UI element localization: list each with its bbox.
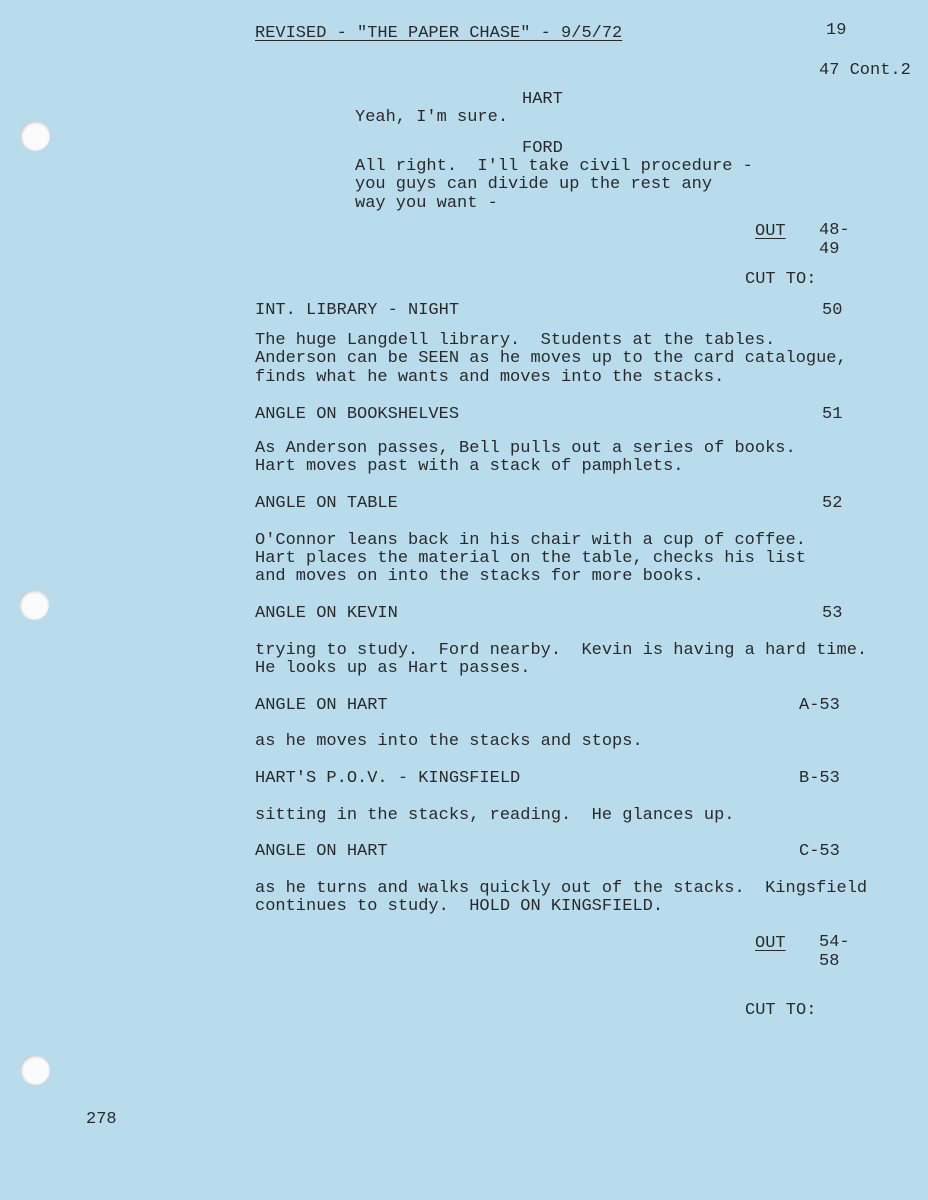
binder-hole-bottom (20, 1055, 50, 1085)
footer-page-number: 278 (86, 1110, 117, 1129)
action-line: The huge Langdell library. Students at the tables. (255, 331, 776, 350)
header-page-number: 19 (826, 21, 847, 40)
out-scene-range: 58 (819, 952, 840, 971)
action-line: He looks up as Hart passes. (255, 659, 531, 678)
dialogue-line: Yeah, I'm sure. (355, 108, 509, 127)
transition-cut-to: CUT TO: (745, 270, 817, 289)
header-continuation: 47 Cont.2 (819, 61, 911, 80)
header-title: REVISED - "THE PAPER CHASE" - 9/5/72 (255, 24, 623, 43)
action-line: trying to study. Ford nearby. Kevin is having a hard time. (255, 641, 868, 660)
character-name: FORD (522, 139, 563, 158)
action-line: Anderson can be SEEN as he moves up to the card catalogue, (255, 349, 847, 368)
action-line: and moves on into the stacks for more books. (255, 567, 704, 586)
scene-heading: INT. LIBRARY - NIGHT (255, 301, 460, 320)
scene-heading: ANGLE ON KEVIN (255, 604, 398, 623)
scene-heading: ANGLE ON HART (255, 696, 388, 715)
scene-number: 53 (822, 604, 843, 623)
scene-number: C-53 (799, 842, 840, 861)
scene-number: 50 (822, 301, 843, 320)
scene-heading: ANGLE ON TABLE (255, 494, 398, 513)
scene-number: A-53 (799, 696, 840, 715)
out-scene-range: 48- (819, 221, 850, 240)
action-line: as he turns and walks quickly out of the stacks. Kingsfield (255, 879, 868, 898)
out-label: OUT (755, 222, 786, 241)
action-line: Hart places the material on the table, checks his list (255, 549, 806, 568)
action-line: as he moves into the stacks and stops. (255, 732, 643, 751)
scene-number: 51 (822, 405, 843, 424)
action-line: As Anderson passes, Bell pulls out a series of books. (255, 439, 796, 458)
scene-heading: ANGLE ON BOOKSHELVES (255, 405, 460, 424)
action-line: Hart moves past with a stack of pamphlets. (255, 457, 684, 476)
dialogue-line: All right. I'll take civil procedure - (355, 157, 753, 176)
action-line: O'Connor leans back in his chair with a cup of coffee. (255, 531, 806, 550)
out-scene-range: 54- (819, 933, 850, 952)
scene-number: B-53 (799, 769, 840, 788)
character-name: HART (522, 90, 563, 109)
scene-number: 52 (822, 494, 843, 513)
dialogue-line: way you want - (355, 194, 498, 213)
scene-heading: ANGLE ON HART (255, 842, 388, 861)
binder-hole-middle (19, 590, 49, 620)
scene-heading: HART'S P.O.V. - KINGSFIELD (255, 769, 521, 788)
binder-hole-top (20, 121, 50, 151)
action-line: continues to study. HOLD ON KINGSFIELD. (255, 897, 664, 916)
transition-cut-to: CUT TO: (745, 1001, 817, 1020)
out-scene-range: 49 (819, 240, 840, 259)
action-line: sitting in the stacks, reading. He glances up. (255, 806, 735, 825)
action-line: finds what he wants and moves into the stacks. (255, 368, 725, 387)
dialogue-line: you guys can divide up the rest any (355, 175, 713, 194)
out-label: OUT (755, 934, 786, 953)
